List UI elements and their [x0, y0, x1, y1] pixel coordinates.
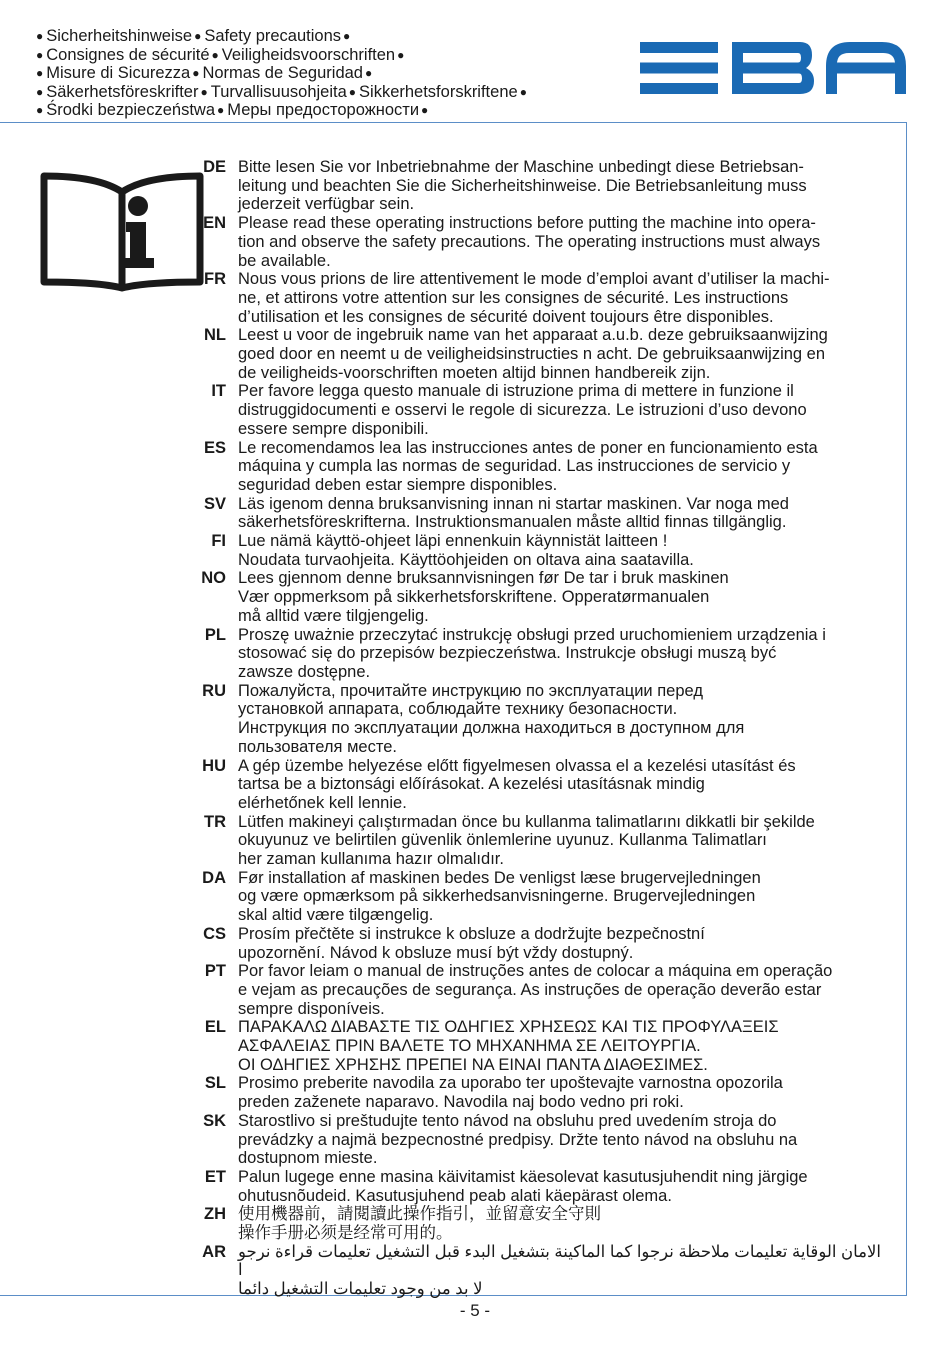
instruction-entry-zh: [0, 1205, 950, 1242]
language-code: ES: [203, 438, 226, 457]
header-item: Säkerhetsföreskrifter: [46, 82, 199, 101]
instruction-entry-da: [0, 869, 950, 925]
instruction-text: Le recomendamos lea las instrucciones antes de poner en funcionamiento esta máquina y cumpla las normas de seguridad. Las instrucciones de servicio y seguridad deben estar siempre disponibles.: [238, 438, 818, 494]
instruction-text: A gép üzembe helyezése előtt figyelmesen olvassa el a kezelési utasítást és tartsa be a biztonsági előírásokat. A kezelési utasításnak mindig elérhetőnek kell lennie.: [238, 756, 796, 812]
instruction-entry-nl: [0, 326, 950, 382]
instruction-text: Пожалуйста, прочитайте инструкцию по эксплуатации перед установкой аппарата, соблюдайте технику безопасности. Инструкция по эксплуатации должна находиться в доступном для пользователя месте.: [238, 681, 745, 756]
language-code: CS: [203, 924, 226, 943]
header-line: [34, 64, 530, 83]
language-code: EN: [203, 214, 226, 233]
instruction-text: Leest u voor de ingebruik name van het apparaat a.u.b. deze gebruiksaanwijzing goed door en neemt u de veiligheidsinstructies n acht. De gebruiksaanwijzing en de veiligheids-voorschriften moeten altijd binnen handbereik zijn.: [238, 326, 828, 382]
bullet-icon: ●: [194, 29, 202, 43]
header-item: Misure di Sicurezza: [46, 64, 191, 83]
header-item: Safety precautions: [204, 27, 341, 45]
language-code: AR: [202, 1242, 226, 1261]
header-item: Consignes de sécurité: [46, 45, 210, 64]
bullet-icon: ●: [217, 103, 225, 118]
bullet-icon: ●: [36, 66, 44, 81]
instruction-entry-en: [0, 214, 950, 270]
language-code: TR: [204, 812, 226, 831]
language-code: FI: [211, 532, 226, 551]
instruction-text: Per favore legga questo manuale di istruzione prima di mettere in funzione il distruggidocumenti e osservi le regole di sicurezza. Le istruzioni d’uso devono essere sempre disponibili.: [238, 382, 807, 438]
instruction-entry-fi: [0, 532, 950, 569]
language-code: EL: [204, 1018, 226, 1037]
bullet-icon: ●: [36, 84, 44, 99]
bullet-icon: ●: [211, 47, 219, 62]
instruction-text: Bitte lesen Sie vor Inbetriebnahme der Maschine unbedingt diese Betriebsan- leitung und beachten Sie die Sicherheitshinweise. Die Betriebsanleitung muss jederzeit verfügbar sein.: [238, 158, 807, 214]
language-code: SV: [203, 494, 226, 513]
instruction-entry-it: [0, 382, 950, 438]
instruction-entry-ru: [0, 682, 950, 757]
instruction-text: ΠΑΡΑΚΑΛΩ ΔΙΑΒΑΣΤΕ ΤΙΣ ΟΔΗΓΙΕΣ ΧΡΗΣΕΩΣ ΚΑΙ ΤΙΣ ΠΡΟΦΥΛΑΞΕΙΣ ΑΣΦΑΛΕΙΑΣ ΠΡΙΝ ΒΑΛΕΤΕ ΤΟ ΜΗΧΑΝΗΜΑ ΣΕ ΛΕΙΤΟΥΡΓΙΑ. ΟΙ ΟΔΗΓΙΕΣ ΧΡΗΣΗΣ ΠΡΕΠΕΙ ΝΑ ΕΙΝΑΙ ΠΑΝΤΑ ΔΙΑΘΕΣΙΜΕΣ.: [238, 1018, 779, 1074]
instructions-list: [0, 158, 950, 1299]
instruction-entry-el: [0, 1018, 950, 1074]
bullet-icon: ●: [36, 29, 44, 43]
bullet-icon: ●: [364, 66, 373, 81]
instruction-text: Prosimo preberite navodila za uporabo ter upoštevajte varnostna opozorila preden zaženete naparavo. Navodila naj bodo vedno pri roki.: [238, 1074, 783, 1112]
language-code: HU: [202, 756, 226, 775]
page-number: - 5 -: [459, 1301, 491, 1320]
language-code: DE: [203, 158, 226, 176]
instruction-entry-es: [0, 439, 950, 495]
header-item: Turvallisuusohjeita: [210, 82, 347, 101]
language-code: SK: [203, 1111, 226, 1130]
instruction-entry-pl: [0, 626, 950, 682]
header-item: Środki bezpieczeństwa: [46, 101, 216, 120]
instruction-text: Starostlivo si preštudujte tento návod na obsluhu pred uvedením stroja do prevádzky a najmä bezpecnostné predpisy. Držte tento návod na obsluhu na dostupnom mieste.: [238, 1111, 798, 1168]
language-code: PL: [204, 625, 226, 644]
eba-logo-letters: [640, 42, 906, 94]
language-code: ET: [204, 1167, 226, 1186]
instruction-entry-et: [0, 1168, 950, 1205]
bullet-icon: ●: [343, 29, 351, 43]
header-line: [34, 27, 530, 46]
instruction-entry-de: [0, 158, 950, 214]
language-code: ZH: [204, 1205, 226, 1224]
language-code: DA: [202, 868, 226, 887]
instruction-text: Please read these operating instructions before putting the machine into opera- tion and observe the safety precautions. The operating instructions must always be available.: [238, 214, 821, 270]
header-item: Sicherheitshinweise: [46, 27, 193, 45]
instruction-entry-cs: [0, 925, 950, 962]
header-item: Sikkerhetsforskriftene: [359, 82, 518, 101]
instruction-entry-sv: [0, 495, 950, 532]
instruction-text: Før installation af maskinen bedes De venligst læse brugervejledningen og være opmærksom på sikkerhedsanvisningerne. Brugervejledningen skal altid være tilgængelig.: [238, 868, 761, 925]
language-code: PT: [204, 962, 226, 981]
bullet-icon: ●: [36, 47, 44, 62]
language-code: NL: [204, 326, 226, 345]
instruction-text: Lees gjennom denne bruksannvisningen før De tar i bruk maskinen Vær oppmerksom på sikkerhetsforskriftene. Opperatørmanualen må alltid være tilgjengelig.: [238, 569, 729, 625]
header-item: Меры предосторожности: [227, 101, 420, 120]
language-code: SL: [204, 1074, 226, 1093]
header-line: [34, 46, 530, 65]
instruction-entry-tr: [0, 813, 950, 869]
instruction-entry-sl: [0, 1074, 950, 1111]
header-line: [34, 101, 530, 120]
header-line: [34, 83, 530, 102]
bullet-icon: ●: [519, 84, 527, 99]
instruction-entry-hu: [0, 757, 950, 813]
instruction-text: Lütfen makineyi çalıştırmadan önce bu kullanma talimatlarını dikkatli bir şekilde okuyunuz ve belirtilen güvenlik önlemlerine uyunuz. Kullanma Talimatları her zaman kullanıma hazır olmalıdır.: [238, 812, 815, 869]
bullet-icon: ●: [200, 84, 208, 99]
instruction-text: Por favor leiam o manual de instruções antes de colocar a máquina em operação e vejam as precauções de segurança. As instruções de operação deverão estar sempre disponíveis.: [238, 962, 833, 1018]
instruction-entry-pt: [0, 962, 950, 1018]
language-code: NO: [201, 569, 226, 588]
instruction-text: Palun lugege enne masina käivitamist käesolevat kasutusjuhendit ning järgige ohutusnõudeid. Kasutusjuhend peab alati käepärast olema.: [238, 1167, 808, 1205]
instruction-entry-fr: [0, 270, 950, 326]
instruction-entry-sk: [0, 1112, 950, 1168]
bullet-icon: ●: [36, 103, 44, 118]
bullet-icon: ●: [348, 84, 357, 99]
instruction-text: Nous vous prions de lire attentivement le mode d’emploi avant d’utiliser la machi- ne, et attirons votre attention sur les consignes de sécurité. Les instructions d’utilisation et les consignes de sécurité doivent toujours être disponibles.: [238, 270, 830, 326]
header-item: Veiligheidsvoorschriften: [221, 45, 396, 64]
instruction-text: Prosím přečtěte si instrukce k obsluze a dodržujte bezpečnostní upozornění. Návod k obsluze musí být vždy dostupný.: [238, 924, 705, 962]
instruction-entry-ar: [0, 1243, 950, 1299]
bullet-icon: ●: [397, 47, 405, 62]
header-item: Normas de Seguridad: [202, 64, 363, 83]
instruction-text: Läs igenom denna bruksanvisning innan ni startar maskinen. Var noga med säkerhetsföreskrifterna. Instruktionsmanualen måste alltid finnas tillgänglig.: [238, 494, 789, 532]
instruction-text: Lue nämä käyttö-ohjeet läpi ennenkuin käynnistät laitteen ! Noudata turvaohjeita. Käyttöohjeiden on oltava aina saatavilla.: [238, 532, 694, 569]
bullet-icon: ●: [421, 103, 429, 118]
language-code: FR: [204, 270, 226, 289]
instruction-text: 使用機器前，請閱讀此操作指引，並留意安全守則 操作手册必须是经常可用的。: [238, 1205, 601, 1243]
instruction-text: Proszę uważnie przeczytać instrukcję obsługi przed uruchomieniem urządzenia i stosować się do przepisów bezpieczeństwa. Instrukcje obsługi muszą być zawsze dostępne.: [238, 625, 826, 681]
language-code: RU: [202, 681, 226, 700]
safety-precautions-header: [34, 27, 530, 120]
language-code: IT: [211, 382, 226, 401]
bullet-icon: ●: [192, 66, 200, 81]
instruction-entry-no: [0, 569, 950, 625]
eba-logo: [640, 42, 906, 94]
instruction-text: الامان الوقاية تعليمات ملاحظة نرجوا كما الماكينة بتشغيل البدء قبل التشغيل تعليمات قراءة نرجو ا لا بد من وجود تعليمات التشغيل دائما: [238, 1242, 882, 1299]
